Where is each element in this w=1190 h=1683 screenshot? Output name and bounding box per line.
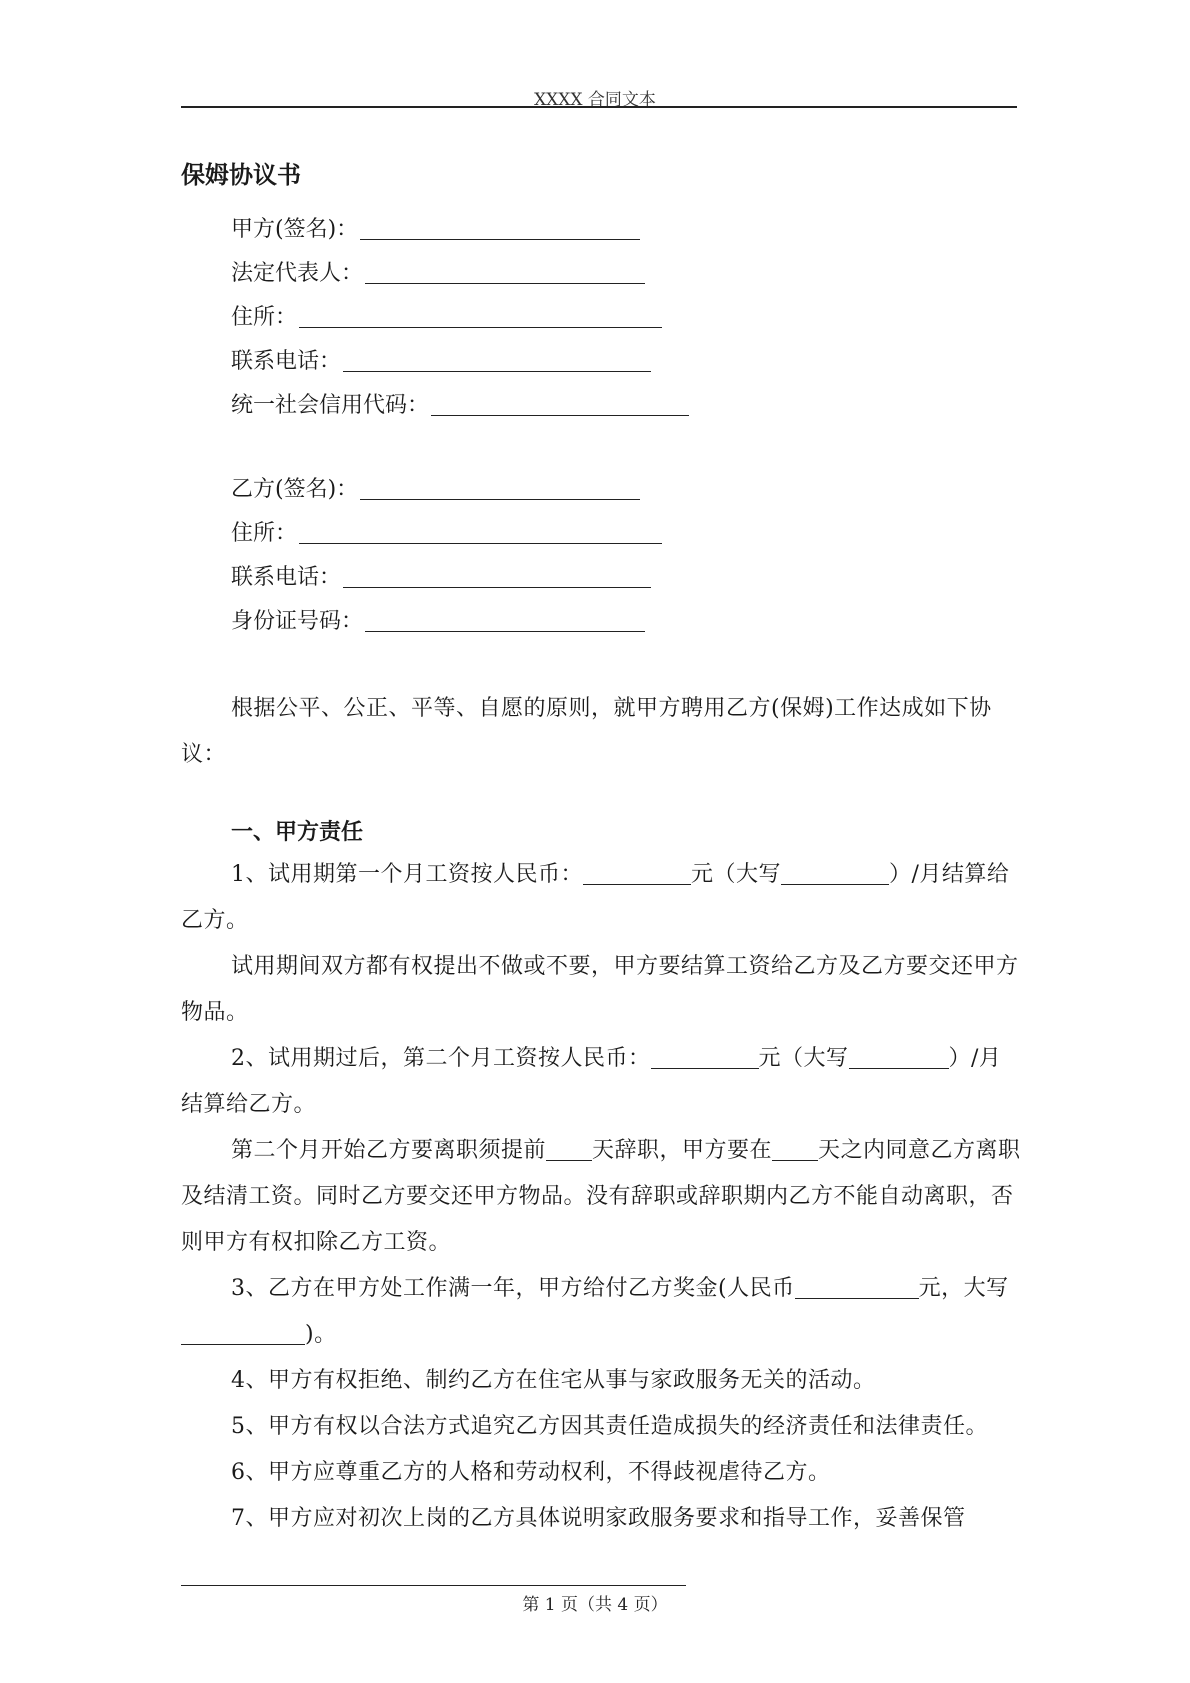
clause-4: 4、甲方有权拒绝、制约乙方在住宅从事与家政服务无关的活动。 bbox=[231, 1368, 876, 1393]
clause-3 bbox=[181, 1266, 1021, 1358]
party-a-address-label: 住所： bbox=[231, 305, 298, 330]
clause-1-amount-blank[interactable] bbox=[583, 860, 691, 885]
party-b-id-field bbox=[231, 607, 645, 637]
party-b-address-blank[interactable] bbox=[299, 542, 662, 544]
clause-1-text-a: 1、试用期第一个月工资按人民币： bbox=[231, 862, 583, 887]
party-b-phone-label: 联系电话： bbox=[231, 565, 342, 590]
clause-7: 7、甲方应对初次上岗的乙方具体说明家政服务要求和指导工作，妥善保管 bbox=[231, 1506, 966, 1531]
party-a-legal-rep-label: 法定代表人： bbox=[231, 261, 364, 286]
document-title: 保姆协议书 bbox=[181, 161, 301, 189]
clause-3-bonus-blank[interactable] bbox=[795, 1274, 919, 1299]
clause-2-approve-days-blank[interactable] bbox=[772, 1136, 818, 1161]
clause-2-note bbox=[181, 1128, 1021, 1266]
page-header-title: XXXX 合同文本 bbox=[534, 90, 656, 110]
party-a-address-blank[interactable] bbox=[299, 326, 662, 328]
clause-1-text-b: 元（大写 bbox=[691, 862, 782, 887]
party-b-address-field bbox=[231, 519, 662, 549]
party-a-address-field bbox=[231, 303, 662, 333]
party-b-phone-field bbox=[231, 563, 651, 593]
clause-2-note-text-a: 第二个月开始乙方要离职须提前 bbox=[231, 1138, 547, 1163]
clause-5: 5、甲方有权以合法方式追究乙方因其责任造成损失的经济责任和法律责任。 bbox=[231, 1414, 988, 1439]
clause-2-amount-blank[interactable] bbox=[651, 1044, 759, 1069]
party-b-address-label: 住所： bbox=[231, 521, 298, 546]
party-a-signature-blank[interactable] bbox=[360, 238, 640, 240]
clause-2-text-c: ）/月结算给乙方。 bbox=[181, 1046, 1002, 1117]
clause-1-uppercase-blank[interactable] bbox=[781, 860, 889, 885]
clause-2-note-text-c: 天之内同意乙方离职及结清工资。同时乙方要交还甲方物品。没有辞职或辞职期内乙方不能自动离职，否则甲方有权扣除乙方工资。 bbox=[181, 1138, 1021, 1255]
page-number: 第 1 页（共 4 页） bbox=[522, 1595, 668, 1615]
party-b-id-label: 身份证号码： bbox=[231, 609, 364, 634]
party-a-credit-code-blank[interactable] bbox=[431, 414, 689, 416]
clause-3-text-b: 元，大写 bbox=[918, 1276, 1009, 1301]
party-a-signature-field bbox=[231, 215, 640, 245]
clause-1-note: 试用期间双方都有权提出不做或不要，甲方要结算工资给乙方及乙方要交还甲方物品。 bbox=[181, 954, 1019, 1025]
clause-2-note-text-b: 天辞职，甲方要在 bbox=[592, 1138, 773, 1163]
intro-paragraph: 根据公平、公正、平等、自愿的原则，就甲方聘用乙方(保姆)工作达成如下协议： bbox=[181, 696, 992, 767]
party-b-signature-field bbox=[231, 475, 640, 505]
clause-3-text-a: 3、乙方在甲方处工作满一年，甲方给付乙方奖金(人民币 bbox=[231, 1276, 795, 1301]
party-b-signature-label: 乙方(签名)： bbox=[231, 477, 359, 502]
header-divider bbox=[181, 106, 1017, 108]
clause-2 bbox=[181, 1036, 1021, 1128]
clause-2-uppercase-blank[interactable] bbox=[849, 1044, 949, 1069]
party-a-legal-rep-blank[interactable] bbox=[365, 282, 645, 284]
section-1-title: 一、甲方责任 bbox=[231, 820, 364, 845]
party-a-credit-code-label: 统一社会信用代码： bbox=[231, 393, 430, 418]
clause-2-notice-days-blank[interactable] bbox=[546, 1136, 592, 1161]
party-a-credit-code-field bbox=[231, 391, 689, 421]
footer-divider bbox=[181, 1585, 686, 1586]
party-a-phone-label: 联系电话： bbox=[231, 349, 342, 374]
party-a-phone-field bbox=[231, 347, 651, 377]
clause-2-text-a: 2、试用期过后，第二个月工资按人民币： bbox=[231, 1046, 651, 1071]
party-b-id-blank[interactable] bbox=[365, 630, 645, 632]
clause-1 bbox=[181, 852, 1021, 944]
clause-6: 6、甲方应尊重乙方的人格和劳动权利，不得歧视虐待乙方。 bbox=[231, 1460, 831, 1485]
clause-2-text-b: 元（大写 bbox=[758, 1046, 849, 1071]
party-a-phone-blank[interactable] bbox=[343, 370, 651, 372]
party-a-legal-rep-field bbox=[231, 259, 645, 289]
party-a-signature-label: 甲方(签名)： bbox=[231, 217, 359, 242]
clause-3-uppercase-blank[interactable] bbox=[181, 1320, 305, 1345]
clause-1-text-c: ）/月结算给乙方。 bbox=[181, 862, 1010, 933]
clause-3-text-c: )。 bbox=[305, 1322, 337, 1347]
party-b-phone-blank[interactable] bbox=[343, 586, 651, 588]
party-b-signature-blank[interactable] bbox=[360, 498, 640, 500]
